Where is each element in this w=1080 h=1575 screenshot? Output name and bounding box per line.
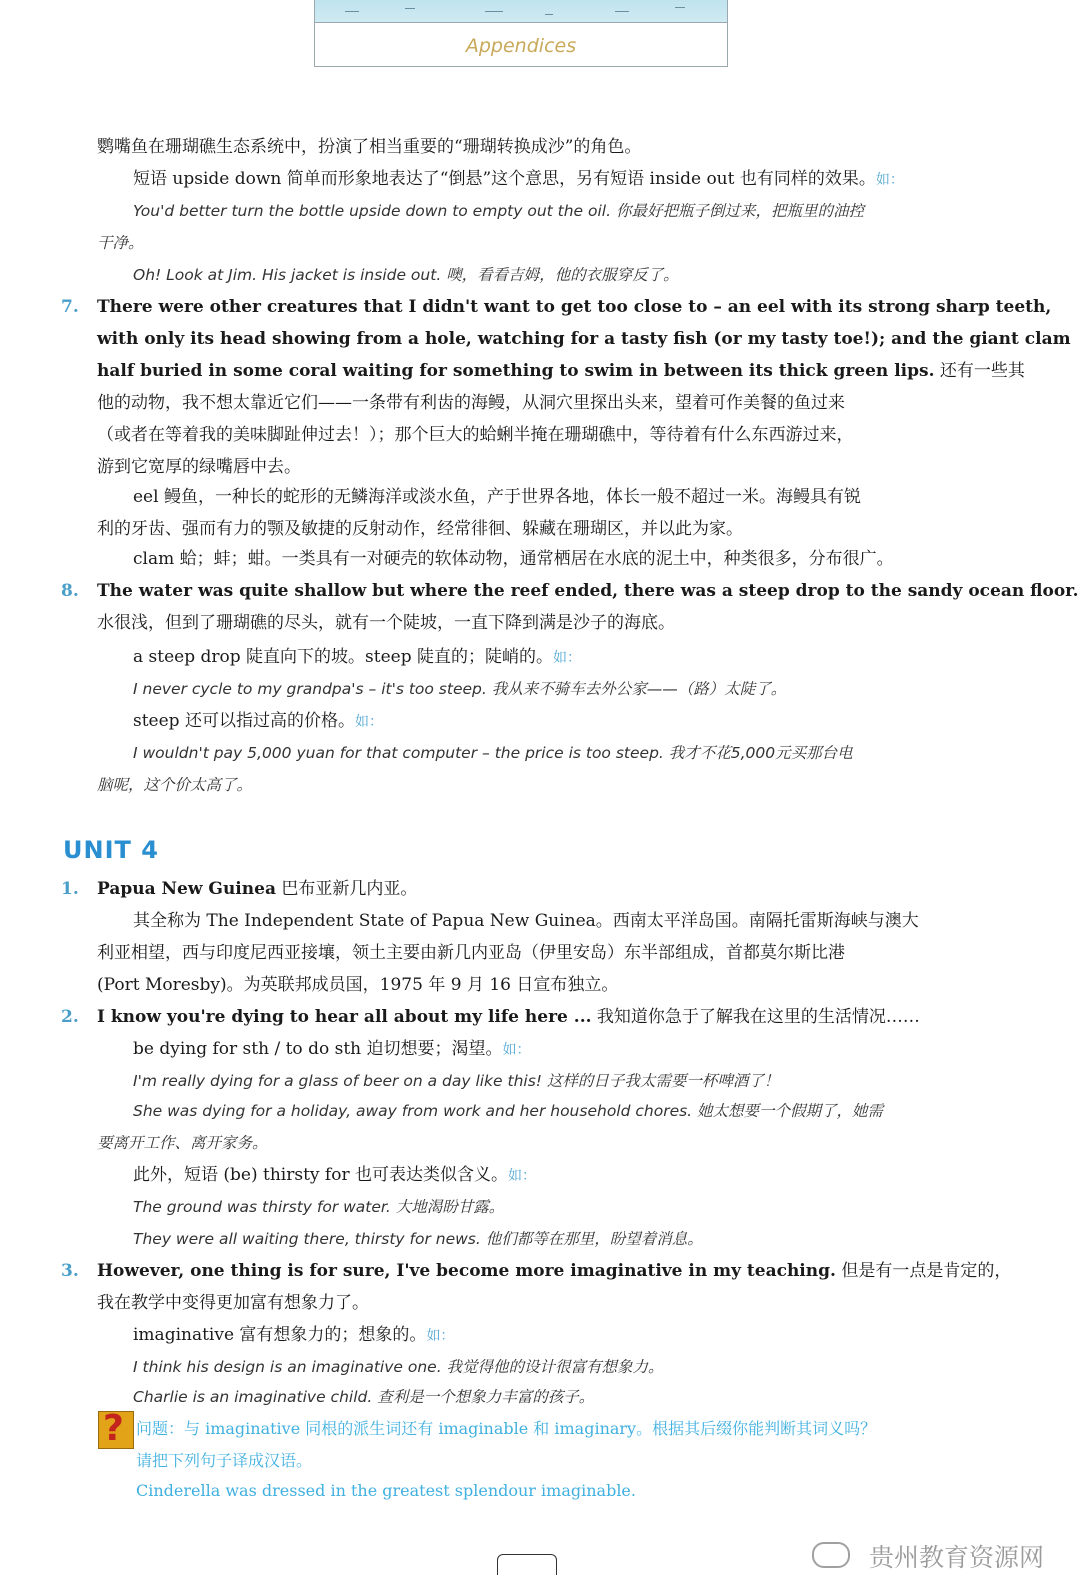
example-inside-out: Oh! Look at Jim. His jacket is inside out. 噢，看看吉姆，他的衣服穿反了。 bbox=[133, 266, 679, 284]
example-steep-2b: 脑呢，这个价太高了。 bbox=[97, 776, 253, 794]
example-dying-2b: 要离开工作、离开家务。 bbox=[97, 1134, 268, 1152]
item-8-line-2: 水很浅，但到了珊瑚礁的尽头，就有一个陡坡，一直下降到满是沙子的海底。 bbox=[97, 613, 675, 633]
wechat-logo-icon bbox=[812, 1542, 850, 1568]
item-7-line-5: （或者在等着我的美味脚趾伸过去！）；那个巨大的蛤蜊半掩在珊瑚礁中，等待着有什么东西游过来， bbox=[97, 425, 854, 445]
note-thirsty-for: 此外，短语 (be) thirsty for 也可表达类似含义。如： bbox=[133, 1165, 536, 1185]
example-imaginative-2: Charlie is an imaginative child. 查利是一个想象力丰富的孩子。 bbox=[133, 1388, 595, 1406]
question-icon: ? bbox=[98, 1411, 134, 1449]
item-7-line-6: 游到它宽厚的绿嘴唇中去。 bbox=[97, 457, 301, 477]
note-eel-2: 利的牙齿、强而有力的颚及敏捷的反射动作，经常徘徊、躲藏在珊瑚区，并以此为家。 bbox=[97, 519, 743, 539]
item-number-7: 7. bbox=[61, 297, 79, 317]
item-1-heading: Papua New Guinea 巴布亚新几内亚。 bbox=[97, 879, 418, 899]
item-3-line-1: However, one thing is for sure, I've become more imaginative in my teaching. 但是有一点是肯定的， bbox=[97, 1261, 1012, 1281]
example-thirsty-2: They were all waiting there, thirsty for news. 他们都等在那里，盼望着消息。 bbox=[133, 1230, 703, 1248]
example-dying-2a: She was dying for a holiday, away from work and her household chores. 她太想要一个假期了，她需 bbox=[133, 1102, 884, 1120]
item-number-1: 1. bbox=[61, 879, 79, 899]
unit-4-heading: UNIT 4 bbox=[63, 836, 159, 864]
note-steep-1: a steep drop 陡直向下的坡。steep 陡直的；陡峭的。如： bbox=[133, 647, 581, 667]
example-upside-down-1b: 干净。 bbox=[97, 234, 144, 252]
item-3-line-2: 我在教学中变得更加富有想象力了。 bbox=[97, 1293, 369, 1313]
item-7-line-3: half buried in some coral waiting for something to swim in between its thick green lips. 还有一些其 bbox=[97, 361, 1025, 381]
example-steep-2a: I wouldn't pay 5,000 yuan for that computer – the price is too steep. 我才不花5,000元买那台电 bbox=[133, 744, 853, 762]
item-number-8: 8. bbox=[61, 581, 79, 601]
item-1-desc-1: 其全称为 The Independent State of Papua New Guinea。西南太平洋岛国。南隔托雷斯海峡与澳大 bbox=[133, 911, 919, 931]
header-sky-strip bbox=[315, 0, 727, 23]
note-steep-2: steep 还可以指过高的价格。如： bbox=[133, 711, 383, 731]
item-2-heading: I know you're dying to hear all about my life here ... 我知道你急于了解我在这里的生活情况…… bbox=[97, 1007, 920, 1027]
example-steep-1: I never cycle to my grandpa's – it's too steep. 我从来不骑车去外公家——（路）太陡了。 bbox=[133, 680, 787, 698]
para-6-continuation: 鹦嘴鱼在珊瑚礁生态系统中，扮演了相当重要的“珊瑚转换成沙”的角色。 bbox=[97, 137, 642, 157]
question-line-1: 问题：与 imaginative 同根的派生词还有 imaginable 和 imaginary。根据其后缀你能判断其词义吗？ bbox=[136, 1419, 877, 1438]
item-7-line-4: 他的动物，我不想太靠近它们——一条带有利齿的海鳗，从洞穴里探出头来，望着可作美餐的鱼过来 bbox=[97, 393, 845, 413]
item-7-line-2: with only its head showing from a hole, watching for a tasty fish (or my tasty toe!); and the giant clam bbox=[97, 329, 1071, 349]
item-1-desc-2: 利亚相望，西与印度尼西亚接壤，领土主要由新几内亚岛（伊里安岛）东半部组成，首都莫尔斯比港 bbox=[97, 943, 845, 963]
item-8-line-1: The water was quite shallow but where the reef ended, there was a steep drop to the sandy ocean floor. bbox=[97, 581, 1079, 601]
note-be-dying-for: be dying for sth / to do sth 迫切想要；渴望。如： bbox=[133, 1039, 531, 1059]
example-dying-1: I'm really dying for a glass of beer on a day like this! 这样的日子我太需要一杯啤酒了！ bbox=[133, 1072, 780, 1090]
item-number-2: 2. bbox=[61, 1007, 79, 1027]
question-line-2: 请把下列句子译成汉语。 bbox=[136, 1451, 313, 1470]
example-imaginative-1: I think his design is an imaginative one. 我觉得他的设计很富有想象力。 bbox=[133, 1358, 664, 1376]
note-eel-1: eel 鳗鱼，一种长的蛇形的无鳞海洋或淡水鱼，产于世界各地，体长一般不超过一米。海鳗具有锐 bbox=[133, 487, 861, 507]
header-title: Appendices bbox=[465, 35, 577, 57]
item-7-line-1: There were other creatures that I didn't want to get too close to – an eel with its strong sharp teeth, bbox=[97, 297, 1052, 317]
section-header bbox=[314, 0, 728, 67]
item-number-3: 3. bbox=[61, 1261, 79, 1281]
item-1-desc-3: (Port Moresby)。为英联邦成员国，1975 年 9 月 16 日宣布独立。 bbox=[97, 975, 619, 995]
note-imaginative: imaginative 富有想象力的；想象的。如： bbox=[133, 1325, 455, 1345]
note-upside-down: 短语 upside down 简单而形象地表达了“倒悬”这个意思，另有短语 inside out 也有同样的效果。如： bbox=[133, 169, 904, 189]
note-clam: clam 蛤；蚌；蚶。一类具有一对硬壳的软体动物，通常栖居在水底的泥土中，种类很多，分布很广。 bbox=[133, 549, 894, 569]
example-upside-down-1a: You'd better turn the bottle upside down to empty out the oil. 你最好把瓶子倒过来，把瓶里的油控 bbox=[133, 202, 864, 220]
example-thirsty-1: The ground was thirsty for water. 大地渴盼甘露。 bbox=[133, 1198, 505, 1216]
watermark: 贵州教育资源网 bbox=[868, 1543, 1044, 1572]
question-line-3: Cinderella was dressed in the greatest splendour imaginable. bbox=[136, 1481, 636, 1500]
